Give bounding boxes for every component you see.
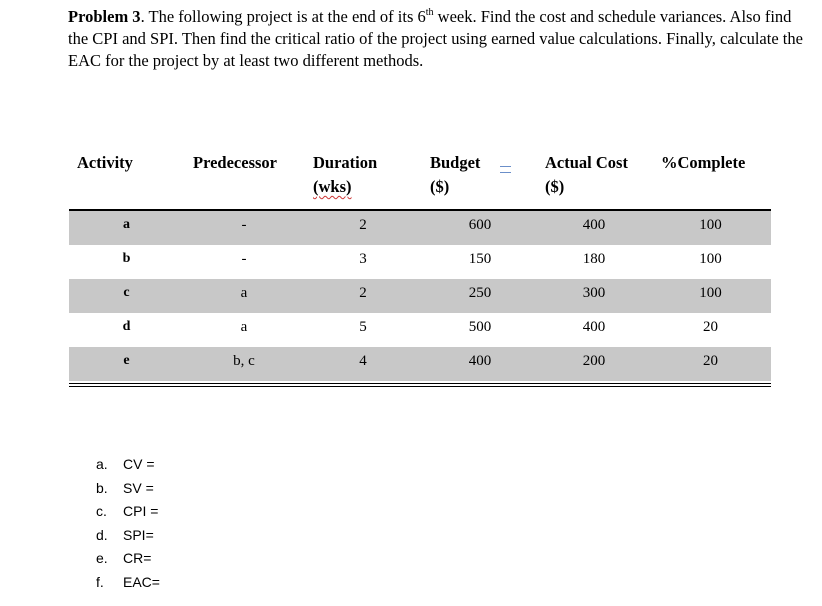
- answer-label: SPI=: [123, 526, 154, 543]
- header-activity: Activity: [77, 153, 133, 172]
- header-actual-cost-label: Actual Cost: [545, 153, 628, 172]
- answer-label: SV =: [123, 479, 154, 496]
- cell-budget: 250: [468, 285, 492, 301]
- header-duration-unit: (wks): [313, 177, 352, 196]
- cell-activity: d: [122, 319, 131, 334]
- list-marker: e.: [96, 550, 108, 566]
- list-marker: a.: [96, 456, 108, 472]
- problem-statement: [68, 6, 808, 72]
- cell-duration: 2: [359, 217, 367, 233]
- answer-label: EAC=: [123, 573, 160, 590]
- table-row: [69, 279, 771, 313]
- list-item: [96, 571, 160, 595]
- cell-actual-cost: 400: [582, 217, 606, 233]
- header-actual-cost-unit: ($): [545, 177, 565, 196]
- cell-predecessor: a: [240, 285, 248, 301]
- problem-number: Problem 3: [68, 7, 141, 26]
- cell-budget: 600: [468, 217, 492, 233]
- table-row: [69, 211, 771, 245]
- cell-duration: 3: [359, 251, 367, 267]
- cell-budget: 500: [468, 319, 492, 335]
- cell-actual-cost: 400: [582, 319, 606, 335]
- ordinal-suffix: th: [425, 6, 434, 18]
- cell-predecessor: -: [241, 217, 247, 233]
- table-row: [69, 245, 771, 279]
- cell-actual-cost: 180: [582, 251, 606, 267]
- cell-activity: a: [123, 217, 130, 232]
- cell-activity: b: [122, 251, 131, 266]
- list-marker: c.: [96, 503, 107, 519]
- cell-actual-cost: 200: [582, 353, 606, 369]
- cell-activity: c: [123, 285, 130, 300]
- list-item: [96, 524, 160, 548]
- cell-percent-complete: 20: [703, 353, 718, 369]
- list-item: [96, 453, 160, 477]
- list-item: [96, 477, 160, 501]
- cell-budget: 150: [468, 251, 492, 267]
- table-row: [69, 313, 771, 347]
- list-item: [96, 500, 160, 524]
- table-bottom-rule-double: [69, 386, 771, 387]
- cell-activity: e: [123, 353, 130, 368]
- cell-percent-complete: 100: [699, 251, 722, 267]
- header-budget: [430, 151, 480, 199]
- cell-duration: 4: [359, 353, 367, 369]
- problem-text-start: . The following project is at the end of its 6: [140, 7, 426, 26]
- cell-predecessor: b, c: [233, 353, 255, 369]
- header-actual-cost: [545, 151, 628, 199]
- cell-percent-complete: 20: [703, 319, 718, 335]
- cell-percent-complete: 100: [699, 217, 722, 233]
- header-percent-complete: %Complete: [661, 153, 746, 172]
- cell-actual-cost: 300: [582, 285, 606, 301]
- header-budget-label: Budget: [430, 153, 481, 172]
- cell-duration: 5: [359, 319, 367, 335]
- cell-predecessor: a: [240, 319, 248, 335]
- header-predecessor: Predecessor: [193, 153, 277, 172]
- cell-duration: 2: [359, 285, 367, 301]
- header-duration-label: Duration: [313, 153, 378, 172]
- problem-text-end: week. Find the cost and schedule variances. Also find the CPI and SPI. Then find the critical ratio of the project using earned value calculations. Finally, calculate the EAC for the project by at least two different methods.: [68, 7, 803, 70]
- answer-label: CV =: [123, 456, 155, 472]
- table-row: [69, 347, 771, 381]
- header-budget-unit: ($): [430, 177, 450, 196]
- list-marker: d.: [96, 526, 108, 543]
- cell-predecessor: -: [241, 251, 247, 267]
- header-duration: [313, 151, 377, 199]
- cell-percent-complete: 100: [699, 285, 722, 301]
- answer-label: CPI =: [123, 503, 159, 519]
- cell-budget: 400: [468, 353, 492, 369]
- list-marker: b.: [96, 479, 108, 496]
- list-marker: f.: [96, 573, 104, 590]
- answer-label: CR=: [123, 550, 152, 566]
- list-item: [96, 547, 160, 571]
- answer-list: [96, 453, 160, 594]
- table-bottom-rule: [69, 383, 771, 384]
- equals-mark-icon: [500, 166, 511, 173]
